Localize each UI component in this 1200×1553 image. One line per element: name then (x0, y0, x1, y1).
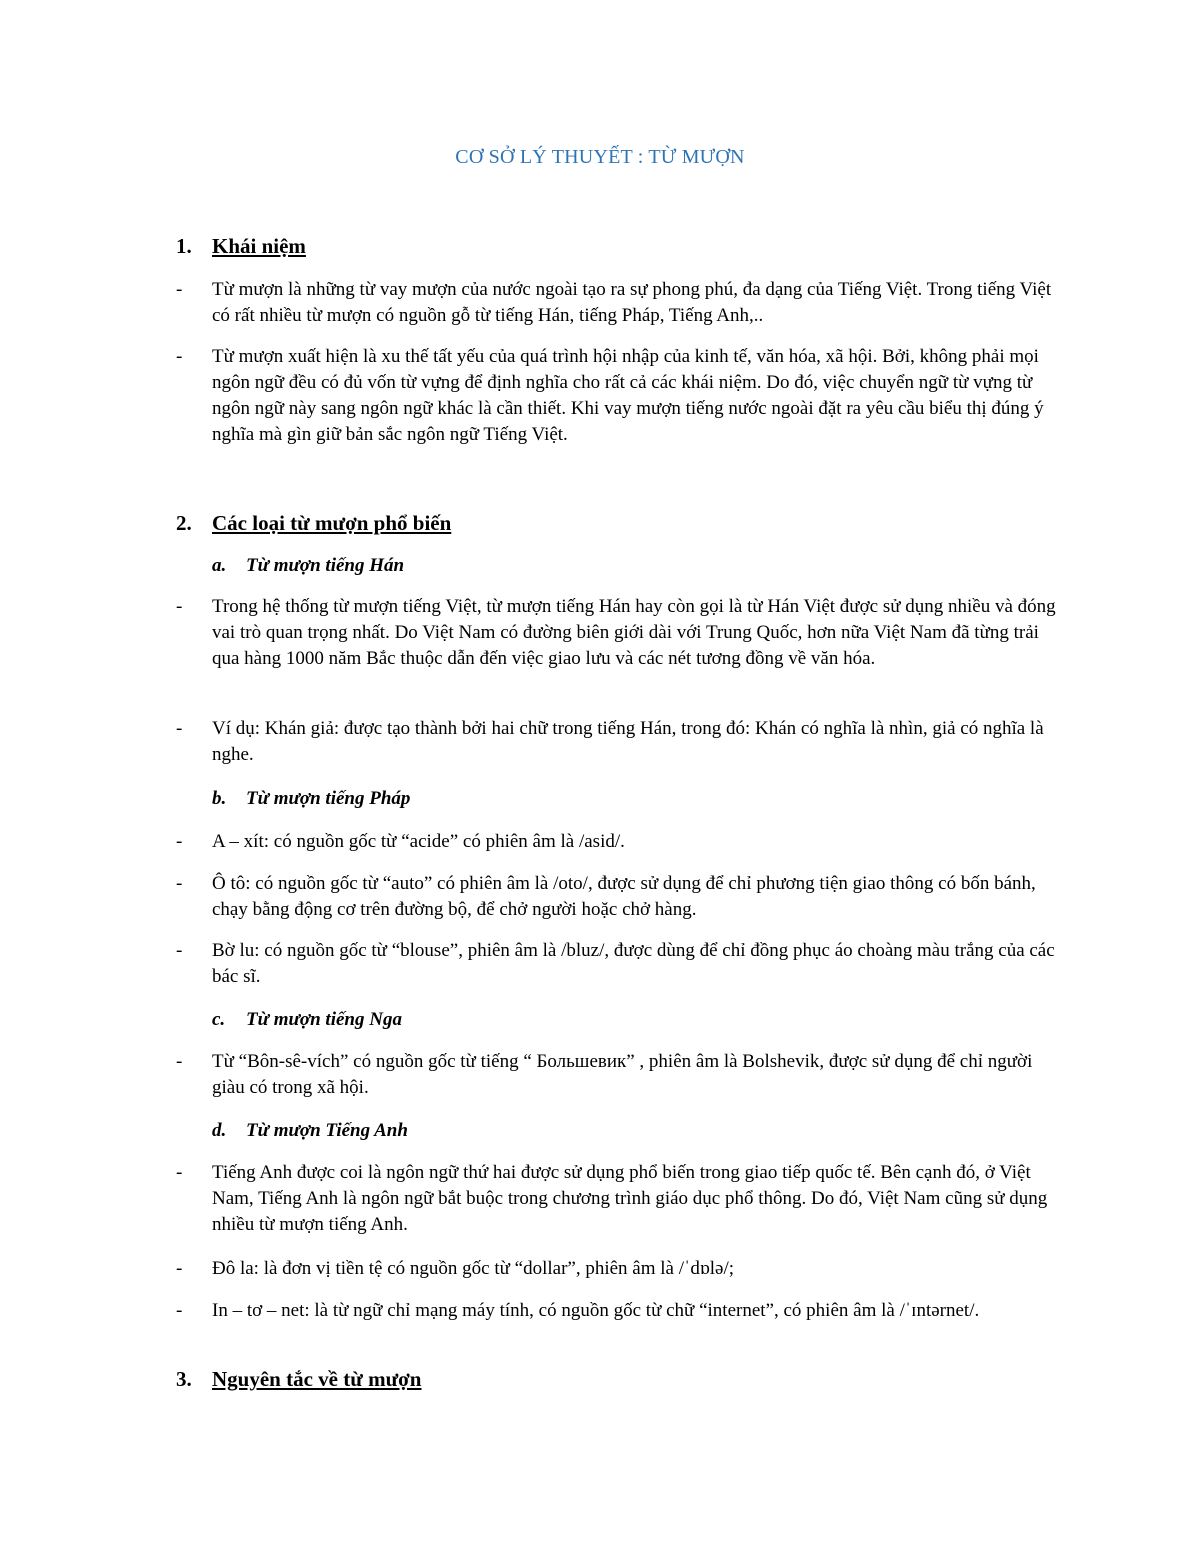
bullet-marker: - (176, 831, 183, 852)
subsection-letter: c. (212, 1009, 226, 1030)
bullet-marker: - (176, 1300, 183, 1321)
subsection-title: Từ mượn tiếng Hán (246, 555, 405, 576)
bullet-text: Ví dụ: Khán giả: được tạo thành bởi hai chữ trong tiếng Hán, trong đó: Khán có nghĩa là nhìn, giả có nghĩa là nghe. (212, 718, 1044, 765)
subsection-letter: a. (212, 555, 227, 576)
section-title: Các loại từ mượn phổ biến (212, 511, 452, 535)
bullet-marker: - (176, 873, 183, 894)
subsection-heading-d (212, 1118, 408, 1144)
bullet-marker: - (176, 1162, 183, 1183)
subsection-letter: b. (212, 788, 227, 809)
section-number: 1. (176, 234, 192, 258)
bullet-marker: - (176, 279, 183, 300)
section-heading-3 (176, 1366, 421, 1392)
bullet-text: In – tơ – net: là từ ngữ chỉ mạng máy tính, có nguồn gốc từ chữ “internet”, có phiên âm là /ˈɪntərnet/. (212, 1300, 980, 1321)
bullet-marker: - (176, 1051, 183, 1072)
bullet-text: Từ “Bôn-sê-vích” có nguồn gốc từ tiếng “ Большевик” , phiên âm là Bolshevik, được sử dụng để chỉ người giàu có trong xã hội. (212, 1051, 1033, 1098)
bullet-text: A – xít: có nguồn gốc từ “acide” có phiên âm là /asid/. (212, 831, 625, 852)
subsection-title: Từ mượn tiếng Nga (246, 1009, 402, 1030)
section-title: Nguyên tắc về từ mượn (212, 1367, 422, 1391)
subsection-heading-b (212, 786, 410, 812)
subsection-title: Từ mượn tiếng Pháp (246, 788, 411, 809)
section-number: 3. (176, 1367, 192, 1391)
bullet-text: Ô tô: có nguồn gốc từ “auto” có phiên âm là /oto/, được sử dụng để chỉ phương tiện giao thông có bốn bánh, chạy bằng động cơ trên đường bộ, để chở người hoặc chở hàng. (212, 873, 1036, 920)
subsection-title: Từ mượn Tiếng Anh (246, 1120, 408, 1141)
bullet-marker: - (176, 346, 183, 367)
section-heading-1 (176, 233, 306, 259)
document-title: CƠ SỞ LÝ THUYẾT : TỪ MƯỢN (455, 146, 745, 168)
bullet-text: Từ mượn xuất hiện là xu thế tất yếu của quá trình hội nhập của kinh tế, văn hóa, xã hội. Bởi, không phải mọi ngôn ngữ đều có đủ vốn từ vựng để định nghĩa cho rất cả các khái niệm. Do đó, việc chuyển ngữ từ vựng từ ngôn ngữ này sang ngôn ngữ khác là cần thiết. Khi vay mượn tiếng nước ngoài đặt ra yêu cầu biểu thị đúng ý nghĩa mà gìn giữ bản sắc ngôn ngữ Tiếng Việt. (212, 346, 1044, 445)
subsection-heading-a (212, 553, 404, 579)
bullet-marker: - (176, 940, 183, 961)
bullet-text: Tiếng Anh được coi là ngôn ngữ thứ hai được sử dụng phổ biến trong giao tiếp quốc tế. Bên cạnh đó, ở Việt Nam, Tiếng Anh là ngôn ngữ bắt buộc trong chương trình giáo dục phổ thông. Do đó, Việt Nam cũng sử dụng nhiều từ mượn tiếng Anh. (212, 1162, 1048, 1235)
bullet-text: Đô la: là đơn vị tiền tệ có nguồn gốc từ “dollar”, phiên âm là /ˈdɒlə/; (212, 1258, 735, 1279)
section-title: Khái niệm (212, 234, 306, 258)
subsection-heading-c (212, 1007, 402, 1033)
bullet-marker: - (176, 1258, 183, 1279)
bullet-marker: - (176, 596, 183, 617)
section-number: 2. (176, 511, 192, 535)
subsection-letter: d. (212, 1120, 227, 1141)
section-heading-2 (176, 510, 451, 536)
bullet-text: Trong hệ thống từ mượn tiếng Việt, từ mượn tiếng Hán hay còn gọi là từ Hán Việt được sử dụng nhiều và đóng vai trò quan trọng nhất. Do Việt Nam có đường biên giới dài với Trung Quốc, hơn nữa Việt Nam đã từng trải qua hàng 1000 năm Bắc thuộc dẫn đến việc giao lưu và các nét tương đồng về văn hóa. (212, 596, 1056, 669)
bullet-text: Từ mượn là những từ vay mượn của nước ngoài tạo ra sự phong phú, đa dạng của Tiếng Việt. Trong tiếng Việt có rất nhiều từ mượn có nguồn gỗ từ tiếng Hán, tiếng Pháp, Tiếng Anh,.. (212, 279, 1052, 326)
bullet-text: Bờ lu: có nguồn gốc từ “blouse”, phiên âm là /bluz/, được dùng để chỉ đồng phục áo choàng màu trắng của các bác sĩ. (212, 940, 1055, 987)
bullet-marker: - (176, 718, 183, 739)
